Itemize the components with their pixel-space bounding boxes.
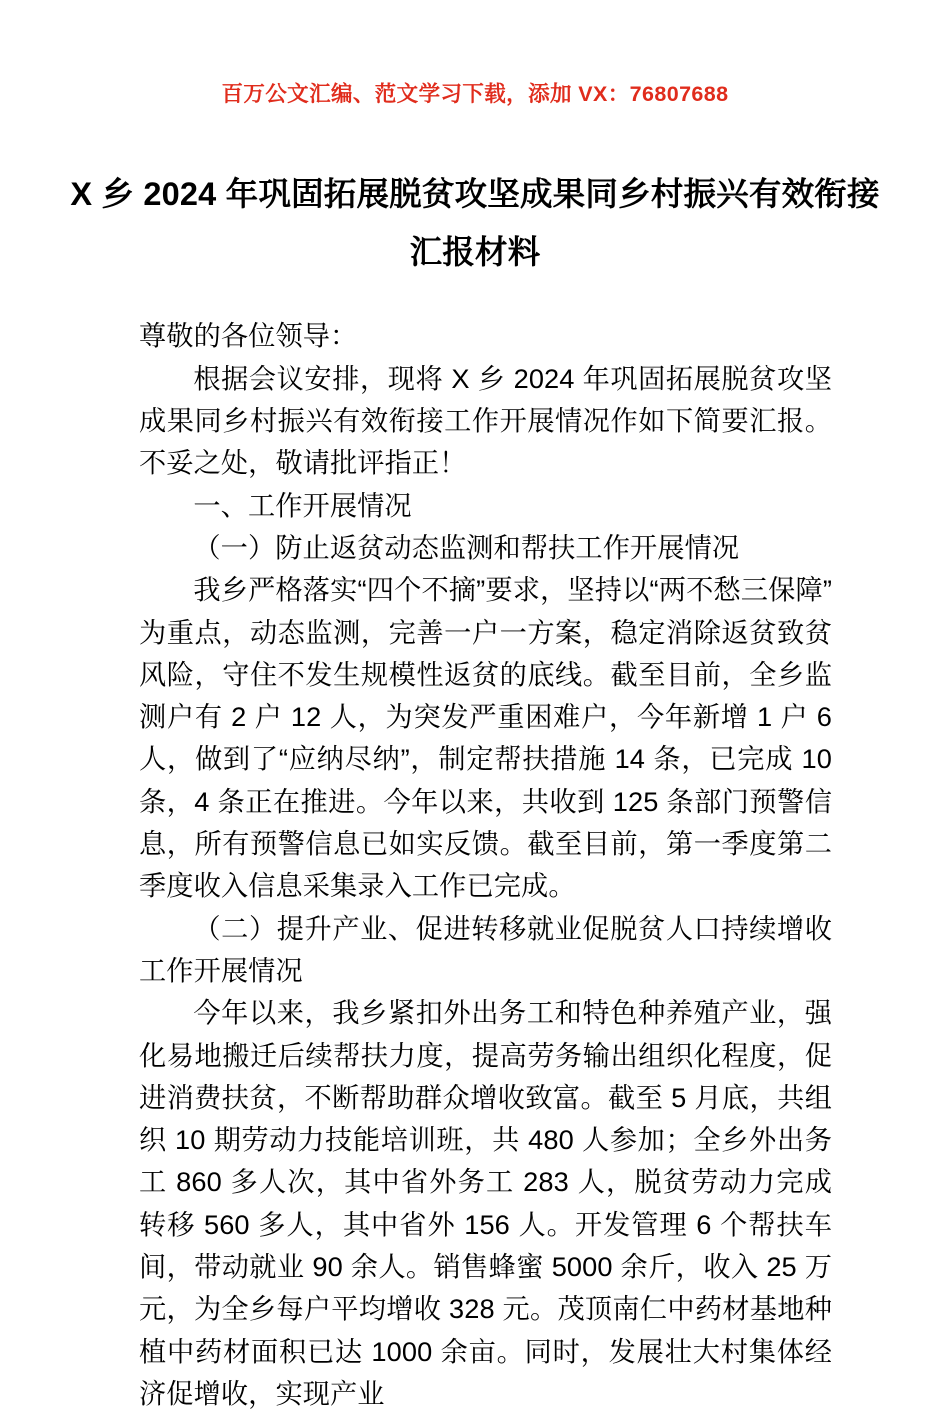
paragraph-monitoring: 我乡严格落实“四个不摘”要求，坚持以“两不愁三保障”为重点，动态监测，完善一户一方案，稳定消除返贫致贫风险，守住不发生规模性返贫的底线。截至目前，全乡监测户有 2 户 12 人，为突发严重困难户，今年新增 1 户 6 人，做到了“应纳尽纳”，制定帮扶措施 14 条，已完成 10 条，4 条正在推进。今年以来，共收到 125 条部门预警信息，所有预警信息已如实反馈。截至目前，第一季度第二季度收入信息采集录入工作已完成。 [139, 574, 832, 902]
subsection-heading-1-1: （一）防止返贫动态监测和帮扶工作开展情况 [193, 531, 740, 563]
section-heading-1: 一、工作开展情况 [193, 489, 412, 521]
salutation: 尊敬的各位领导： [139, 320, 358, 352]
page-title: X 乡 2024 年巩固拓展脱贫攻坚成果同乡村振兴有效衔接汇报材料 [70, 175, 880, 270]
promo-banner: 百万公文汇编、范文学习下载，添加 VX：76807688 [221, 82, 729, 106]
subsection-heading-1-2: （二）提升产业、促进转移就业促脱贫人口持续增收工作开展情况 [139, 912, 832, 986]
document-body [0, 281, 950, 1415]
paragraph-industry-employment: 今年以来，我乡紧扣外出务工和特色种养殖产业，强化易地搬迁后续帮扶力度，提高劳务输出组织化程度，促进消费扶贫，不断帮助群众增收致富。截至 5 月底，共组织 10 期劳动力技能培训班，共 480 人参加；全乡外出务工 860 多人次，其中省外务工 283 人，脱贫劳动力完成转移 560 多人，其中省外 156 人。开发管理 6 个帮扶车间，带动就业 90 余人。销售蜂蜜 5000 余斤，收入 25 万元，为全乡每户平均增收 328 元。茂顶南仁中药材基地种植中药材面积已达 1000 余亩。同时，发展壮大村集体经济促增收，实现产业 [139, 997, 832, 1409]
paragraph-opening: 根据会议安排，现将 X 乡 2024 年巩固拓展脱贫攻坚成果同乡村振兴有效衔接工作开展情况作如下简要汇报。不妥之处，敬请批评指正！ [139, 362, 832, 479]
